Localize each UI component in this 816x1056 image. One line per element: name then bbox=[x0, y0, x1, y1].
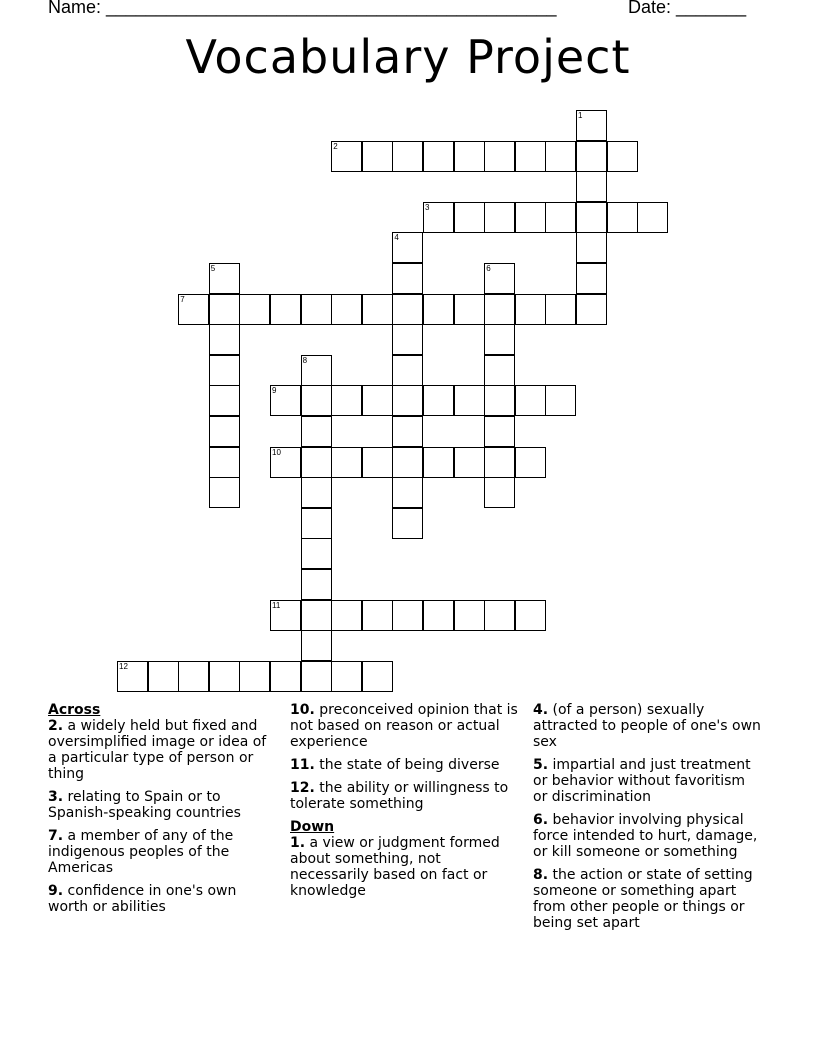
name-field-label: Name: _____________________________________________ bbox=[48, 0, 557, 17]
grid-cell[interactable] bbox=[454, 294, 485, 325]
grid-cell[interactable] bbox=[362, 600, 393, 631]
grid-cell[interactable] bbox=[423, 385, 454, 416]
clue-number-5: 5 bbox=[210, 264, 216, 273]
clues-column-1 bbox=[48, 702, 278, 922]
page-title: Vocabulary Project bbox=[185, 30, 631, 84]
clue-number-4: 4 bbox=[394, 233, 399, 243]
grid-cell[interactable] bbox=[545, 385, 576, 416]
across-clue-11 bbox=[290, 757, 520, 773]
grid-cell[interactable] bbox=[423, 447, 454, 478]
clue-number-3: 3 bbox=[425, 202, 430, 212]
grid-cell[interactable] bbox=[484, 294, 515, 325]
grid-cell[interactable] bbox=[454, 447, 485, 478]
across-clue-3 bbox=[48, 789, 278, 821]
clue-text: the state of being diverse bbox=[314, 757, 500, 773]
across-clue-10 bbox=[290, 702, 520, 750]
clue-number-9: 9 bbox=[272, 386, 277, 396]
clue-text: impartial and just treatment or behavior without favoritism or discrimination bbox=[533, 757, 751, 805]
grid-cell[interactable] bbox=[209, 385, 240, 416]
clue-text: a view or judgment formed about something, not necessarily based on fact or knowledge bbox=[290, 835, 500, 899]
grid-cell[interactable] bbox=[423, 294, 454, 325]
grid-cell[interactable] bbox=[454, 202, 485, 233]
clue-text: (of a person) sexually attracted to people of one's own sex bbox=[533, 702, 761, 750]
clues-column-2 bbox=[290, 702, 520, 906]
grid-cell[interactable] bbox=[392, 416, 423, 447]
down-clue-list bbox=[290, 835, 520, 899]
clue-number: 2. bbox=[48, 718, 64, 734]
grid-cell[interactable] bbox=[331, 661, 362, 692]
grid-cell[interactable] bbox=[209, 477, 240, 508]
clues-column-3 bbox=[533, 702, 763, 938]
across-clue-7 bbox=[48, 828, 278, 876]
grid-cell[interactable] bbox=[484, 355, 515, 386]
across-clue-9 bbox=[48, 883, 278, 915]
grid-cell[interactable] bbox=[515, 294, 546, 325]
clue-number: 10. bbox=[290, 702, 315, 718]
grid-cell[interactable] bbox=[454, 385, 485, 416]
clue-number: 4. bbox=[533, 702, 549, 718]
down-clue-8 bbox=[533, 867, 763, 931]
down-clue-6 bbox=[533, 812, 763, 860]
grid-cell[interactable] bbox=[362, 141, 393, 172]
grid-cell[interactable] bbox=[423, 600, 454, 631]
grid-cell[interactable] bbox=[362, 294, 393, 325]
grid-cell[interactable] bbox=[209, 324, 240, 355]
clue-number: 8. bbox=[533, 867, 549, 883]
clue-number-1: 1 bbox=[578, 111, 583, 120]
clue-text: the action or state of setting someone or something apart from other people or things or being set apart bbox=[533, 867, 753, 931]
grid-cell[interactable] bbox=[392, 508, 423, 539]
grid-cell[interactable] bbox=[331, 600, 362, 631]
clue-number: 5. bbox=[533, 757, 549, 773]
grid-cell[interactable] bbox=[545, 141, 576, 172]
clue-number-2: 2 bbox=[333, 141, 338, 151]
down-clue-4 bbox=[533, 702, 763, 750]
grid-cell[interactable] bbox=[270, 661, 301, 692]
grid-cell[interactable] bbox=[392, 294, 423, 325]
grid-cell[interactable] bbox=[607, 141, 638, 172]
clue-text: a widely held but fixed and oversimplified image or idea of a particular type of person or thing bbox=[48, 718, 267, 782]
grid-cell[interactable] bbox=[576, 232, 607, 263]
grid-cell[interactable] bbox=[301, 600, 332, 631]
grid-cell[interactable] bbox=[331, 294, 362, 325]
date-field-label: Date: _______ bbox=[628, 0, 747, 17]
down-clue-5 bbox=[533, 757, 763, 805]
grid-cell[interactable] bbox=[209, 294, 240, 325]
grid-cell[interactable] bbox=[301, 294, 332, 325]
grid-cell[interactable] bbox=[484, 477, 515, 508]
grid-cell[interactable] bbox=[515, 202, 546, 233]
grid-cell[interactable] bbox=[301, 538, 332, 569]
grid-cell[interactable] bbox=[331, 447, 362, 478]
grid-cell[interactable] bbox=[484, 202, 515, 233]
clue-number-12: 12 bbox=[119, 661, 128, 671]
clue-text: preconceived opinion that is not based on reason or actual experience bbox=[290, 702, 518, 750]
grid-cell[interactable] bbox=[301, 385, 332, 416]
grid-cell[interactable] bbox=[454, 141, 485, 172]
grid-cell[interactable] bbox=[301, 569, 332, 600]
clue-number: 9. bbox=[48, 883, 64, 899]
grid-cell[interactable] bbox=[576, 141, 607, 172]
grid-cell[interactable] bbox=[301, 416, 332, 447]
grid-cell[interactable] bbox=[270, 294, 301, 325]
grid-cell[interactable] bbox=[484, 385, 515, 416]
clue-text: the ability or willingness to tolerate something bbox=[290, 780, 509, 812]
grid-cell[interactable] bbox=[484, 141, 515, 172]
grid-cell[interactable] bbox=[392, 141, 423, 172]
clue-number: 12. bbox=[290, 780, 315, 796]
grid-cell[interactable] bbox=[209, 416, 240, 447]
down-heading: Down bbox=[290, 819, 335, 835]
grid-cell[interactable] bbox=[484, 600, 515, 631]
grid-cell[interactable] bbox=[515, 385, 546, 416]
grid-cell[interactable] bbox=[209, 661, 240, 692]
across-clue-12 bbox=[290, 780, 520, 812]
grid-cell[interactable] bbox=[148, 661, 179, 692]
across-clue-list bbox=[48, 718, 278, 915]
grid-cell[interactable] bbox=[576, 171, 607, 202]
grid-cell[interactable] bbox=[545, 202, 576, 233]
clue-number-8: 8 bbox=[302, 355, 308, 365]
clue-number: 1. bbox=[290, 835, 306, 851]
clue-number: 3. bbox=[48, 789, 64, 805]
grid-cell[interactable] bbox=[301, 508, 332, 539]
grid-cell[interactable] bbox=[209, 447, 240, 478]
grid-cell[interactable] bbox=[576, 263, 607, 294]
clue-number-7: 7 bbox=[180, 294, 185, 304]
clue-number-11: 11 bbox=[272, 600, 281, 610]
grid-cell[interactable] bbox=[209, 355, 240, 386]
grid-cell[interactable] bbox=[454, 600, 485, 631]
grid-cell[interactable] bbox=[301, 477, 332, 508]
grid-cell[interactable] bbox=[301, 661, 332, 692]
grid-cell[interactable] bbox=[423, 141, 454, 172]
grid-cell[interactable] bbox=[362, 447, 393, 478]
grid-cell[interactable] bbox=[484, 324, 515, 355]
down-clue-1 bbox=[290, 835, 520, 899]
clue-text: relating to Spain or to Spanish-speaking countries bbox=[48, 789, 241, 821]
grid-cell[interactable] bbox=[515, 600, 546, 631]
grid-cell[interactable] bbox=[301, 630, 332, 661]
grid-cell[interactable] bbox=[392, 355, 423, 386]
clue-number: 7. bbox=[48, 828, 64, 844]
across-clue-2 bbox=[48, 718, 278, 782]
across-heading: Across bbox=[48, 702, 101, 718]
grid-cell[interactable] bbox=[239, 294, 270, 325]
grid-cell[interactable] bbox=[301, 447, 332, 478]
grid-cell[interactable] bbox=[607, 202, 638, 233]
grid-cell[interactable] bbox=[637, 202, 668, 233]
grid-cell[interactable] bbox=[515, 141, 546, 172]
grid-cell[interactable] bbox=[392, 600, 423, 631]
clue-number: 11. bbox=[290, 757, 315, 773]
down-clue-list-continued bbox=[533, 702, 763, 931]
grid-cell[interactable] bbox=[576, 202, 607, 233]
grid-cell[interactable] bbox=[484, 447, 515, 478]
grid-cell[interactable] bbox=[392, 447, 423, 478]
grid-cell[interactable] bbox=[239, 661, 270, 692]
clue-text: a member of any of the indigenous peoples of the Americas bbox=[48, 828, 234, 876]
grid-cell[interactable] bbox=[392, 477, 423, 508]
clue-text: confidence in one's own worth or abilities bbox=[48, 883, 237, 915]
clue-number-10: 10 bbox=[272, 447, 281, 457]
grid-cell[interactable] bbox=[576, 294, 607, 325]
clue-number: 6. bbox=[533, 812, 549, 828]
grid-cell[interactable] bbox=[331, 385, 362, 416]
grid-cell[interactable] bbox=[515, 447, 546, 478]
grid-cell[interactable] bbox=[392, 324, 423, 355]
across-clue-list-continued bbox=[290, 702, 520, 812]
clue-number-6: 6 bbox=[486, 264, 491, 273]
clue-text: behavior involving physical force intended to hurt, damage, or kill someone or something bbox=[533, 812, 758, 860]
grid-cell[interactable] bbox=[362, 385, 393, 416]
grid-cell[interactable] bbox=[484, 416, 515, 447]
grid-cell[interactable] bbox=[392, 263, 423, 294]
grid-cell[interactable] bbox=[545, 294, 576, 325]
grid-cell[interactable] bbox=[178, 661, 209, 692]
grid-cell[interactable] bbox=[392, 385, 423, 416]
grid-cell[interactable] bbox=[362, 661, 393, 692]
